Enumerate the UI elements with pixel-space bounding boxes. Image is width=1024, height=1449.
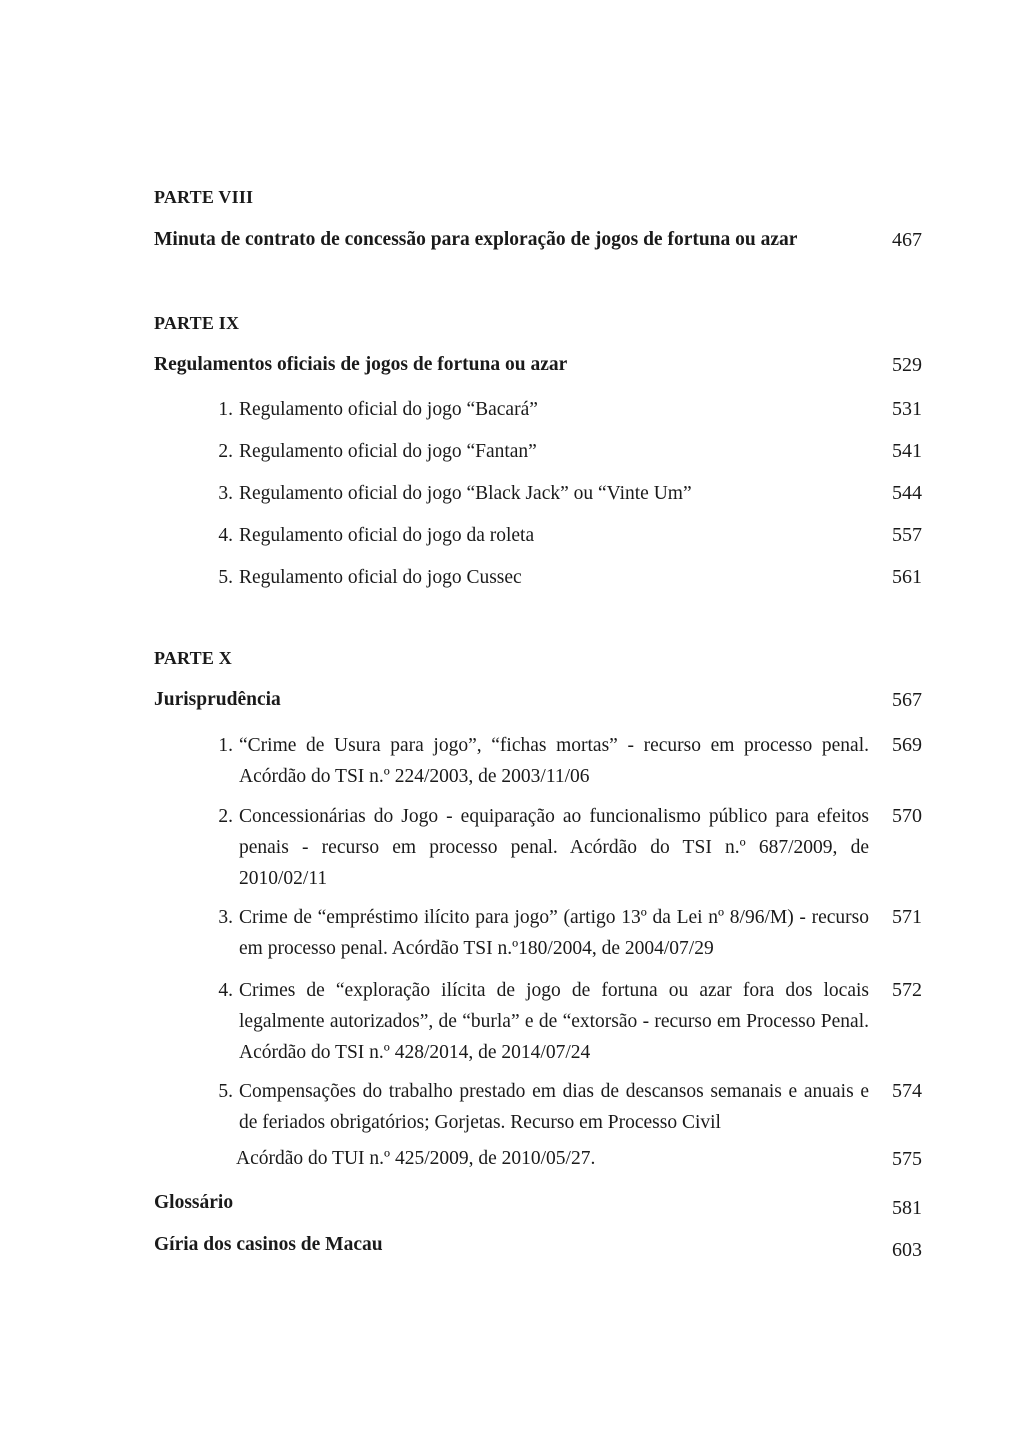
item-title: Compensações do trabalho prestado em dias de descansos semanais e anuais e de feriados obrigatórios; Gorjetas. Recurso em Processo Civil [239,1081,869,1133]
item-number: 5. [218,1081,233,1102]
item-title: Regulamento oficial do jogo “Bacará” [239,399,538,420]
glossario-page: 581 [892,1197,922,1219]
continuation-page: 575 [892,1148,922,1170]
item-number: 4. [218,980,233,1001]
item-number: 1. [218,399,233,420]
item-title: “Crime de Usura para jogo”, “fichas mortas” - recurso em processo penal. Acórdão do TSI n.º 224/2003, de 2003/11/06 [239,735,869,787]
item-page: 561 [892,566,922,588]
part-ix-page: 529 [892,354,922,376]
part-viii-label: PARTE VIII [154,187,254,207]
part-viii-heading: Minuta de contrato de concessão para exploração de jogos de fortuna ou azar [154,229,798,250]
item-page: 571 [892,906,922,928]
item-number: 1. [218,735,233,756]
item-page: 531 [892,398,922,420]
item-title: Regulamento oficial do jogo “Black Jack” ou “Vinte Um” [239,483,692,504]
part-ix-heading: Regulamentos oficiais de jogos de fortuna ou azar [154,354,568,375]
item-page: 574 [892,1080,922,1102]
item-number: 2. [218,806,233,827]
part-x-label: PARTE X [154,648,232,668]
item-number: 3. [218,907,233,928]
giria-heading: Gíria dos casinos de Macau [154,1234,383,1255]
giria-page: 603 [892,1239,922,1261]
glossario-row [154,1192,922,1219]
item-title: Crime de “empréstimo ilícito para jogo” (artigo 13º da Lei nº 8/96/M) - recurso em processo penal. Acórdão TSI n.º180/2004, de 2004/07/29 [239,907,869,959]
item-title: Concessionárias do Jogo - equiparação ao funcionalismo público para efeitos penais - recurso em processo penal. Acórdão do TSI n.º 687/2009, de 2010/02/11 [239,806,869,889]
item-page: 570 [892,805,922,827]
part-x-page: 567 [892,689,922,711]
part-ix-heading-row [154,354,922,376]
part-ix-label: PARTE IX [154,313,240,333]
part-x-heading: Jurisprudência [154,689,281,710]
item-number: 2. [218,441,233,462]
item-page: 541 [892,440,922,462]
item-title: Regulamento oficial do jogo Cussec [239,567,522,588]
item-page: 572 [892,979,922,1001]
item-number: 4. [218,525,233,546]
glossario-heading: Glossário [154,1192,234,1213]
item-page: 544 [892,482,922,504]
item-title: Regulamento oficial do jogo “Fantan” [239,441,537,462]
item-number: 5. [218,567,233,588]
item-title: Regulamento oficial do jogo da roleta [239,525,535,546]
item-title: Crimes de “exploração ilícita de jogo de fortuna ou azar fora dos locais legalmente autorizados”, de “burla” e de “extorsão - recurso em Processo Penal. Acórdão do TSI n.º 428/2014, de 2014/07/24 [239,980,869,1063]
giria-row [154,1234,922,1261]
item-page: 557 [892,524,922,546]
item-number: 3. [218,483,233,504]
part-viii-page: 467 [892,229,922,251]
table-of-contents [154,0,922,1449]
part-viii-heading-row [154,229,922,251]
continuation-text: Acórdão do TUI n.º 425/2009, de 2010/05/27. [236,1148,596,1169]
part-x-heading-row [154,689,922,711]
item-page: 569 [892,734,922,756]
